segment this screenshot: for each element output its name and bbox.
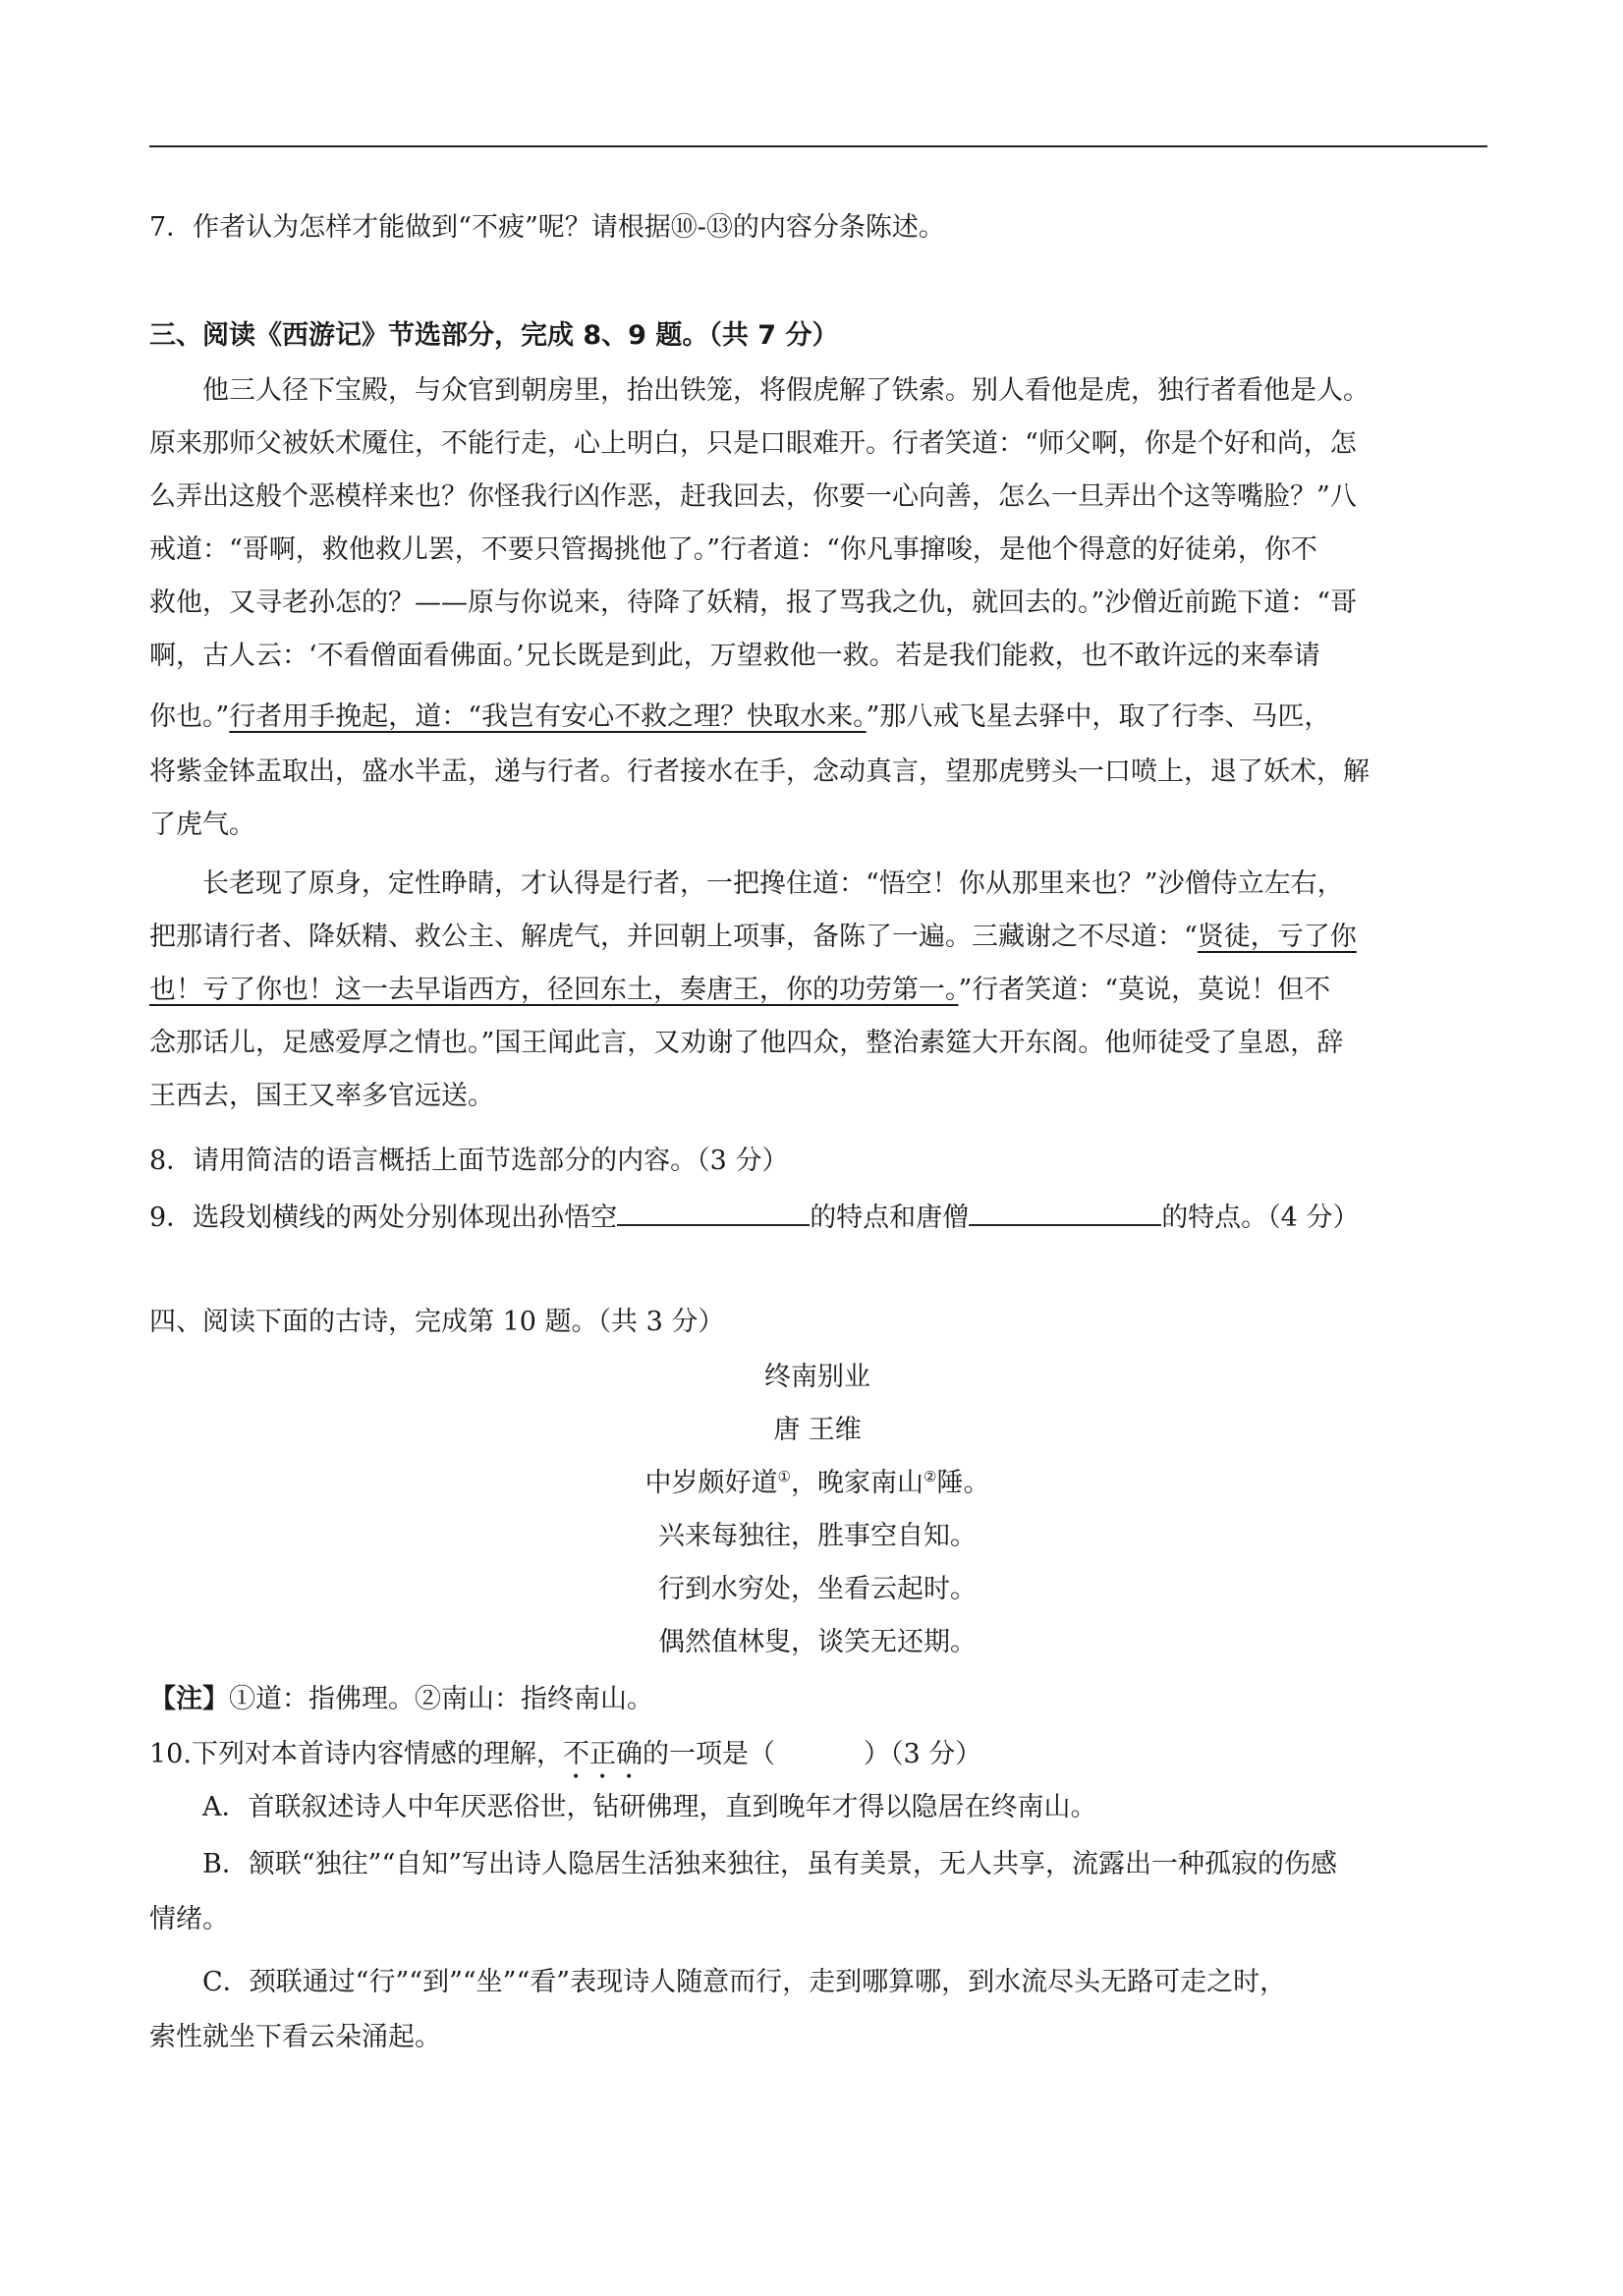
underlined-sentence-2: 也！亏了你也！这一去早诣西方，径回东土，奏唐王，你的功劳第一。 bbox=[149, 975, 959, 1005]
passage-line bbox=[149, 700, 1485, 735]
poem-line bbox=[149, 1466, 1485, 1501]
passage-line: 啊，古人云：‘不看僧面看佛面。’兄长既是到此，万望救他一救。若是我们能救，也不敢许远的来奉请 bbox=[149, 641, 1320, 671]
note-label: 【注】 bbox=[149, 1684, 229, 1714]
passage-text: ”那八戒飞星去驿中，取了行李、马匹， bbox=[866, 701, 1331, 732]
passage-text: 把那请行者、降妖精、救公主、解虎气，并回朝上项事，备陈了一遍。三藏谢之不尽道：“ bbox=[149, 922, 1198, 952]
passage-line: 他三人径下宝殿，与众官到朝房里，抬出铁笼，将假虎解了铁索。别人看他是虎，独行者看他是人。 bbox=[202, 375, 1370, 406]
header-rule bbox=[149, 145, 1487, 147]
poem-line: 兴来每独往，胜事空自知。 bbox=[658, 1521, 977, 1551]
passage-line: 长老现了原身，定性睁睛，才认得是行者，一把搀住道：“悟空！你从那里来也？”沙僧侍立左右， bbox=[202, 868, 1344, 899]
passage-line: 救他，又寻老孙怎的？——原与你说来，待降了妖精，报了骂我之仇，就回去的。”沙僧近前跪下道：“哥 bbox=[149, 588, 1358, 618]
option-b: B．颔联“独往”“自知”写出诗人隐居生活独来独往，虽有美景，无人共享，流露出一种孤寂的伤感 bbox=[202, 1849, 1338, 1879]
footnote-marker: ② bbox=[923, 1468, 937, 1485]
option-a: A．首联叙述诗人中年厌恶俗世，钻研佛理，直到晚年才得以隐居在终南山。 bbox=[202, 1792, 1097, 1822]
poem-author: 唐 王维 bbox=[773, 1415, 862, 1445]
emphasis-text: 不正确 bbox=[562, 1739, 643, 1769]
question-9 bbox=[149, 1197, 1485, 1236]
section-3-title: 三、阅读《西游记》节选部分，完成 8、9 题。（共 7 分） bbox=[149, 320, 839, 351]
question-text: 的一项是（ bbox=[642, 1739, 775, 1769]
passage-line: 么弄出这般个恶模样来也？你怪我行凶作恶，赶我回去，你要一心向善，怎么一旦弄出个这等嘴脸？”八 bbox=[149, 481, 1357, 512]
passage-text: 你也。” bbox=[149, 701, 230, 732]
option-c-cont: 索性就坐下看云朵涌起。 bbox=[149, 2022, 441, 2052]
question-8: 8．请用简洁的语言概括上面节选部分的内容。（3 分） bbox=[149, 1146, 789, 1176]
passage-line: 王西去，国王又率多官远送。 bbox=[149, 1081, 494, 1111]
poem-text: 陲。 bbox=[936, 1468, 990, 1498]
footnote-marker: ① bbox=[777, 1468, 791, 1485]
underlined-sentence-1: 行者用手挽起，道：“我岂有安心不救之理？快取水来。 bbox=[229, 701, 867, 732]
answer-blank[interactable] bbox=[969, 1197, 1161, 1226]
question-10 bbox=[149, 1737, 1485, 1785]
question-text: 的特点和唐僧 bbox=[810, 1203, 970, 1233]
note-text: ①道：指佛理。②南山：指终南山。 bbox=[229, 1684, 653, 1714]
poem-line: 偶然值林叟，谈笑无还期。 bbox=[658, 1627, 977, 1657]
option-c: C．颈联通过“行”“到”“坐”“看”表现诗人随意而行，走到哪算哪，到水流尽头无路可走之时， bbox=[202, 1967, 1287, 1997]
poem-text: ，晚家南山 bbox=[791, 1468, 923, 1498]
answer-blank[interactable] bbox=[617, 1197, 810, 1226]
question-text: ）（3 分） bbox=[863, 1739, 982, 1769]
question-text: 的特点。（4 分） bbox=[1161, 1203, 1360, 1233]
poem-line: 行到水穷处，坐看云起时。 bbox=[658, 1574, 977, 1604]
passage-line: 念那话儿，足感爱厚之情也。”国王闻此言，又劝谢了他四众，整治素筵大开东阁。他师徒受了皇恩，辞 bbox=[149, 1028, 1344, 1058]
passage-line: 将紫金钵盂取出，盛水半盂，递与行者。行者接水在手，念动真言，望那虎劈头一口喷上，退了妖术，解 bbox=[149, 756, 1370, 787]
passage-line: 戒道：“哥啊，救他救儿罢，不要只管揭挑他了。”行者道：“你凡事撺唆，是他个得意的好徒弟，你不 bbox=[149, 534, 1317, 565]
passage-text: ”行者笑道：“莫说，莫说！但不 bbox=[958, 975, 1331, 1005]
poem-title: 终南别业 bbox=[764, 1362, 870, 1392]
question-text: 9．选段划横线的两处分别体现出孙悟空 bbox=[149, 1203, 618, 1233]
passage-line bbox=[149, 973, 1485, 1008]
option-b-cont: 情绪。 bbox=[149, 1904, 229, 1934]
section-4-title: 四、阅读下面的古诗，完成第 10 题。（共 3 分） bbox=[149, 1307, 725, 1337]
poem-text: 中岁颇好道 bbox=[644, 1468, 778, 1498]
question-text: 10.下列对本首诗内容情感的理解， bbox=[149, 1739, 563, 1769]
poem-note bbox=[149, 1682, 1485, 1717]
passage-line bbox=[149, 920, 1485, 955]
question-7: 7．作者认为怎样才能做到“不疲”呢？请根据⑩-⑬的内容分条陈述。 bbox=[149, 212, 945, 243]
passage-line: 原来那师父被妖术魇住，不能行走，心上明白，只是口眼难开。行者笑道：“师父啊，你是个好和尚，怎 bbox=[149, 428, 1357, 459]
passage-line: 了虎气。 bbox=[149, 810, 255, 840]
underlined-sentence-2: 贤徒，亏了你 bbox=[1197, 922, 1357, 952]
